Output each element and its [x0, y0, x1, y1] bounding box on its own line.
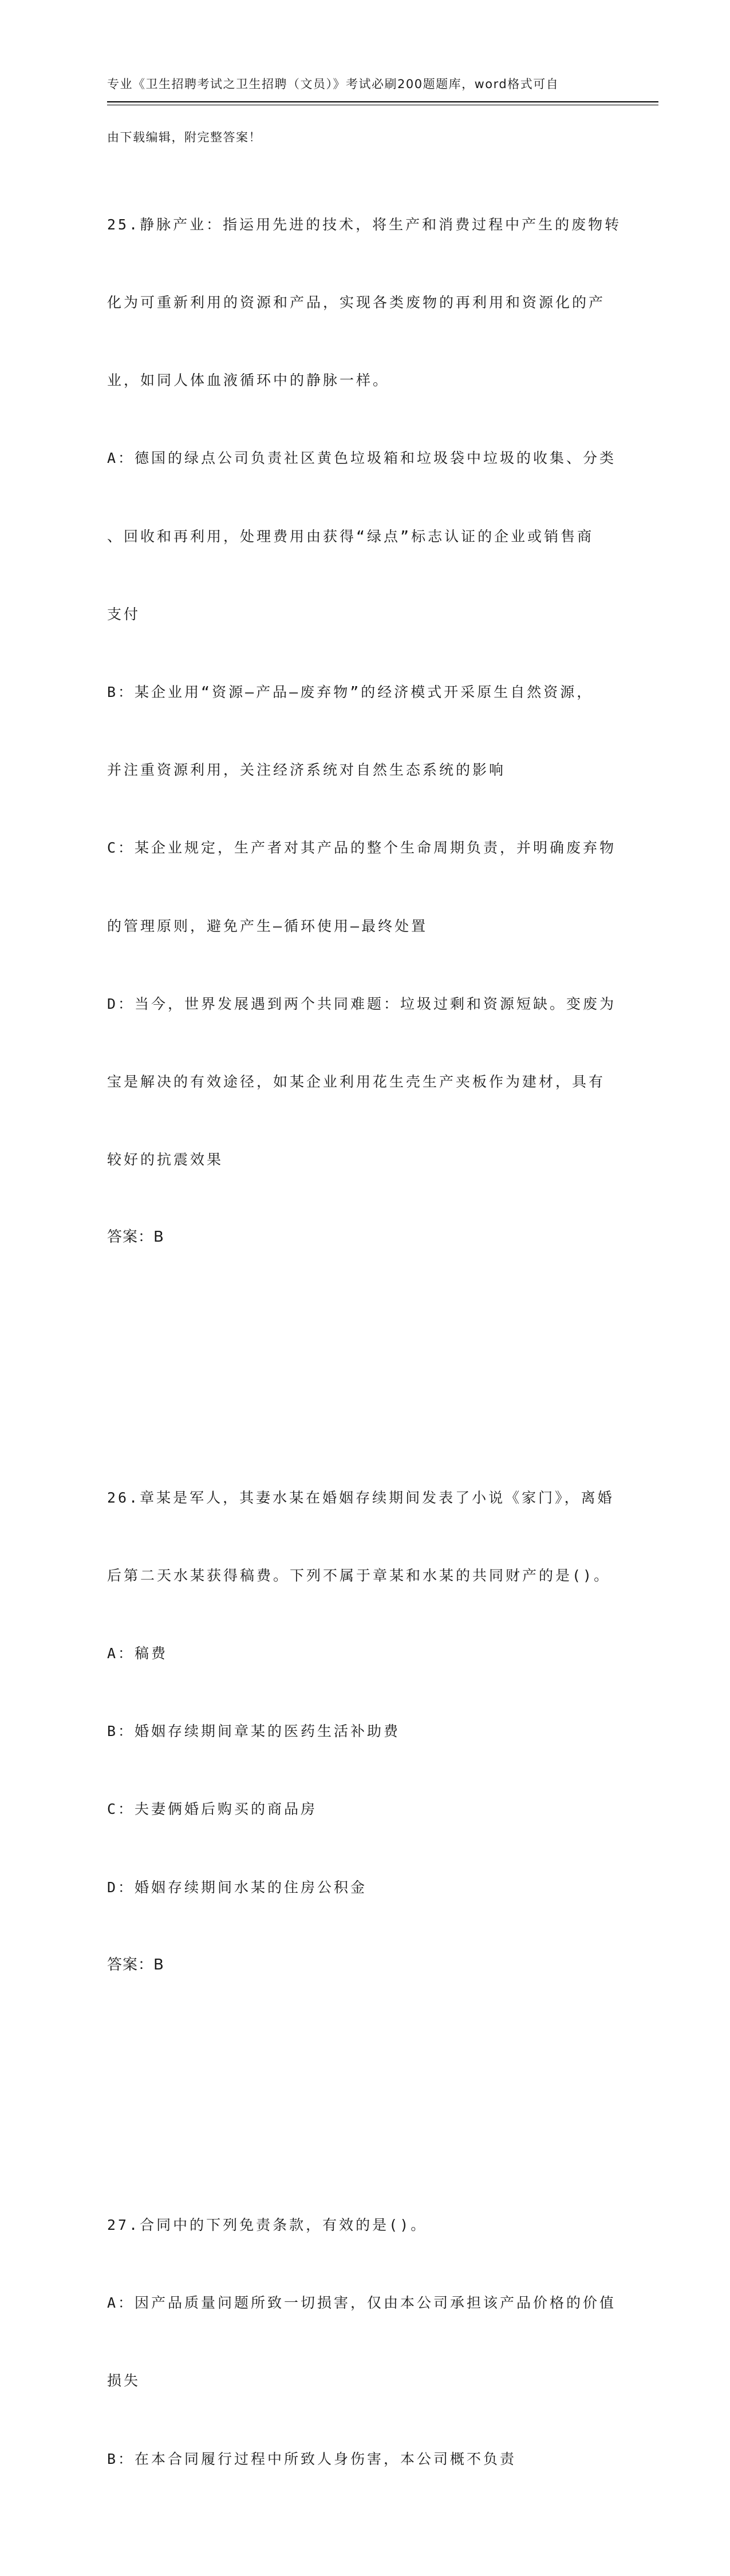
question-block	[107, 1433, 622, 2030]
option-b: B：婚姻存续期间章某的医药生活补助费	[107, 1723, 401, 1740]
question-stem: 业，如同人体血液循环中的静脉一样。	[107, 372, 390, 389]
header-rule-thick	[107, 101, 658, 102]
option-b: B：某企业用“资源—产品—废弃物”的经济模式开采原生自然资源，	[107, 683, 594, 700]
question-spacer	[107, 2082, 622, 2108]
question-stem: 26.章某是军人，其妻水某在婚姻存续期间发表了小说《家门》，离婚	[107, 1489, 614, 1506]
option-a: 支付	[107, 605, 141, 623]
header-line: 由下载编辑，附完整答案！	[107, 130, 262, 144]
answer-line: 答案：B	[107, 1228, 164, 1246]
option-c: C：某企业规定，生产者对其产品的整个生命周期负责，并明确废弃物	[107, 839, 617, 857]
option-a: 损失	[107, 2372, 141, 2389]
question-stem: 化为可重新利用的资源和产品，实现各类废物的再利用和资源化的产	[107, 294, 606, 311]
option-a: A：稿费	[107, 1644, 168, 1662]
question-block	[107, 160, 622, 1303]
option-a: 、回收和再利用，处理费用由获得“绿点”标志认证的企业或销售商	[107, 528, 594, 545]
option-c: C：夫妻俩婚后购买的商品房	[107, 1801, 318, 1818]
question-stem: 27.合同中的下列免责条款，有效的是()。	[107, 2216, 428, 2233]
option-d: D：婚姻存续期间水某的住房公积金	[107, 1879, 368, 1896]
header-line: 专业《卫生招聘考试之卫生招聘（文员）》考试必刷200题题库，word格式可自	[107, 77, 559, 91]
answer-line: 答案：B	[107, 1956, 164, 1973]
option-a: A：德国的绿点公司负责社区黄色垃圾箱和垃圾袋中垃圾的收集、分类	[107, 450, 617, 467]
option-d: 较好的抗震效果	[107, 1151, 224, 1168]
option-a: A：因产品质量问题所致一切损害，仅由本公司承担该产品价格的价值	[107, 2294, 617, 2312]
question-stem: 25.静脉产业：指运用先进的技术，将生产和消费过程中产生的废物转	[107, 216, 622, 233]
option-c: 的管理原则，避免产生—循环使用—最终处置	[107, 917, 428, 934]
option-d: 宝是解决的有效途径，如某企业利用花生壳生产夹板作为建材，具有	[107, 1073, 606, 1091]
option-d: D：当今，世界发展遇到两个共同难题：垃圾过剩和资源短缺。变废为	[107, 995, 617, 1012]
question-spacer	[107, 1355, 622, 1381]
question-list	[107, 108, 622, 2576]
option-b: B：在本合同履行过程中所致人身伤害，本公司概不负责	[107, 2450, 517, 2467]
question-stem: 后第二天水某获得稿费。下列不属于章某和水某的共同财产的是()。	[107, 1567, 611, 1584]
option-b: 并注重资源利用，关注经济系统对自然生态系统的影响	[107, 762, 506, 779]
question-block	[107, 2160, 622, 2524]
